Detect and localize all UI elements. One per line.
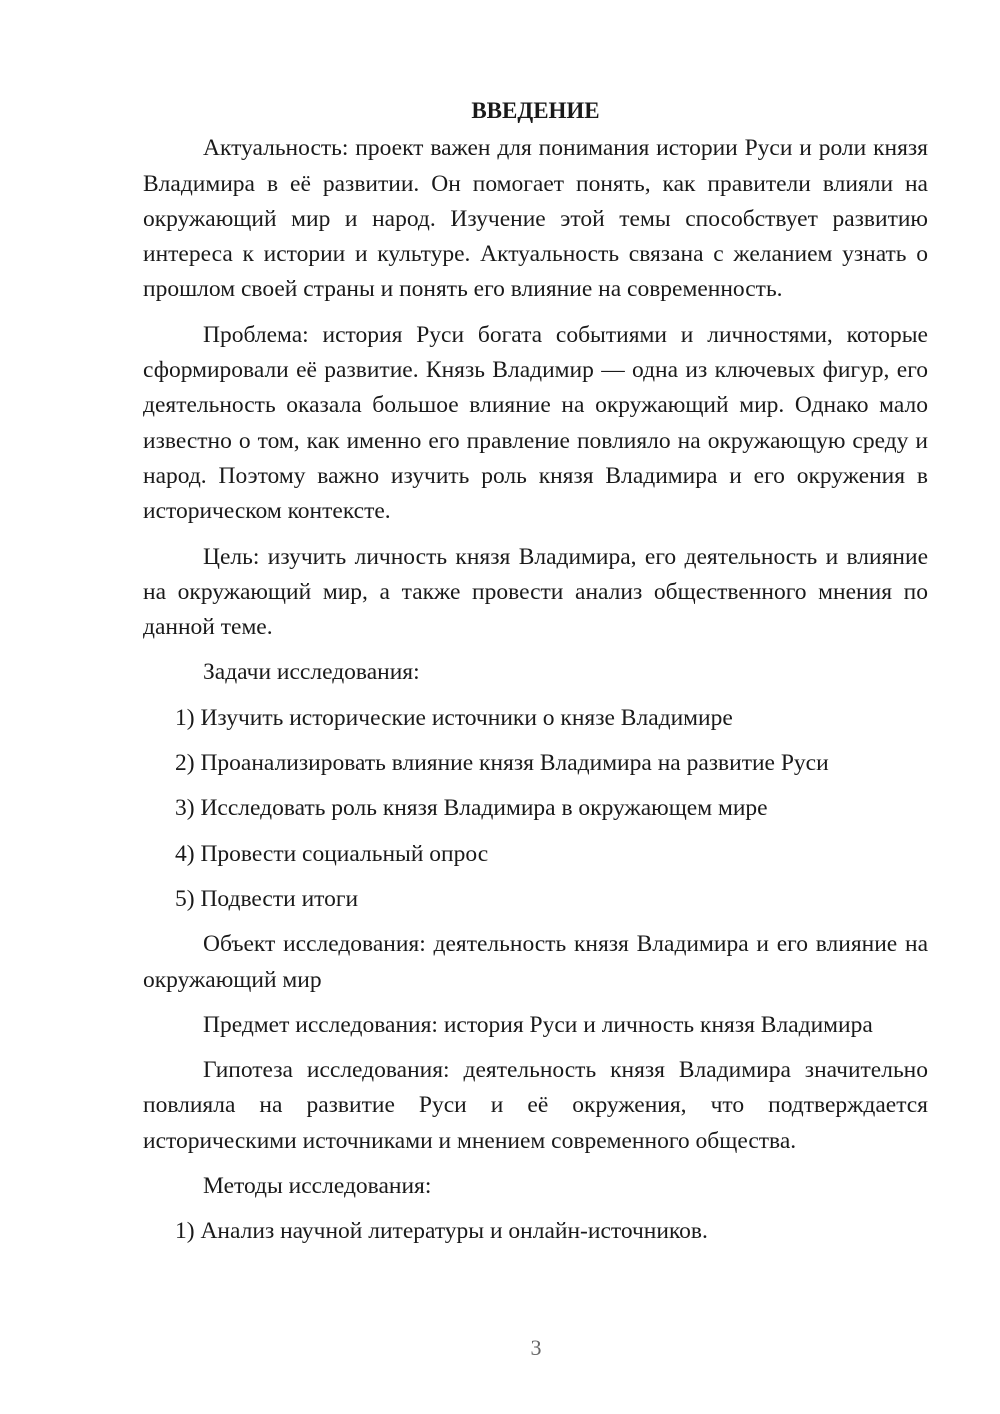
method-item-1: 1) Анализ научной литературы и онлайн-источников. [175,1218,708,1245]
methods-heading: Методы исследования: [203,1173,432,1200]
task-item-4: 4) Провести социальный опрос [175,840,489,867]
object-paragraph: Объект исследования: деятельность князя Владимира и его влияние на окружающий мир [143,931,928,993]
page-number: 3 [530,1335,542,1360]
goal-paragraph: Цель: изучить личность князя Владимира, его деятельность и влияние на окружающий мир, а также провести анализ общественного мнения по данной теме. [143,543,928,641]
hypothesis-paragraph: Гипотеза исследования: деятельность князя Владимира значительно повлияла на развитие Руси и её окружения, что подтверждается историческими источниками и мнением современного общества. [143,1057,928,1154]
task-item-3: 3) Исследовать роль князя Владимира в окружающем мире [175,795,768,822]
relevance-paragraph: Актуальность: проект важен для понимания истории Руси и роли князя Владимира в её развитии. Он помогает понять, как правители влияли на окружающий мир и народ. Изучение этой темы способствует развитию интереса к истории и культуре. Актуальность связана с желанием узнать о прошлом своей страны и понять его влияние на современность. [143,135,928,303]
problem-paragraph: Проблема: история Руси богата событиями и личностями, которые сформировали её развитие. Князь Владимир — одна из ключевых фигур, его деятельность оказала большое влияние на окружающий мир. Однако мало известно о том, как именно его правление повлияло на окружающую среду и народ. Поэтому важно изучить роль князя Владимира и его окружения в историческом контексте. [143,321,928,525]
subject-paragraph: Предмет исследования: история Руси и личность князя Владимира [203,1011,873,1038]
task-item-2: 2) Проанализировать влияние князя Владимира на развитие Руси [175,750,829,777]
page-content [143,93,928,1260]
task-item-1: 1) Изучить исторические источники о князе Владимире [175,704,733,731]
tasks-heading: Задачи исследования: [203,659,420,686]
section-title: ВВЕДЕНИЕ [471,98,600,123]
task-item-5: 5) Подвести итоги [175,885,359,912]
